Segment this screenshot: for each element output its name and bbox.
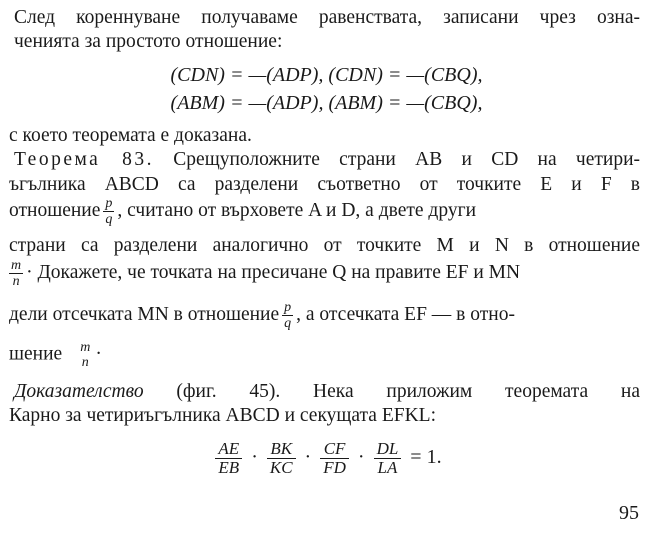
fraction-cf-fd: $\frac{CF}{FD}$: [320, 440, 349, 477]
fraction-m-over-n-2: m n: [80, 340, 91, 370]
fraction-m-over-n: $\frac{m}{n}$: [11, 258, 22, 289]
proof-line-2: Карно за четириъгълника ABCD и секущата EFKL:: [9, 405, 437, 426]
theorem-line-7: шение m n ·: [9, 340, 102, 370]
theorem-line-1: Теорема 83. Срещуположните страни AB и CD на четири-: [14, 149, 641, 170]
theorem-line-4: страни са разделени аналогично от точките M и N в отношение: [9, 235, 640, 256]
fraction-p-over-q-2: $\frac{p}{q}$: [284, 300, 292, 331]
proof-label: Доказателство: [14, 381, 144, 402]
theorem-line-2: ъгълника ABCD са разделени съответно от точките E и F в: [9, 174, 640, 195]
equation-line-2: (ABM) = —(ADP), (ABM) = —(CBQ),: [170, 92, 483, 114]
fraction-p-over-q: $\frac{p}{q}$: [105, 196, 113, 227]
proof-line-1: Доказателство (фиг. 45). Нека приложим теоремата на: [14, 381, 640, 402]
theorem-line-6: дели отсечката MN в отношение $\frac{p}{q}$ , а отсечката EF — в отно-: [9, 300, 515, 331]
theorem-line-5: $\frac{m}{n}$ · Докажете, че точката на пресичане Q на правите EF и MN: [11, 258, 521, 289]
theorem-label: Теорема 83.: [14, 149, 154, 170]
paragraph-line-2: ченията за простото отношение:: [14, 31, 283, 52]
fraction-ae-eb: $\frac{AE}{EB}$: [215, 440, 242, 477]
paragraph-line-1: След кореннуване получаваме равенствата, записани чрез озна-: [14, 7, 640, 28]
conclusion-line: с което теоремата е доказана.: [9, 125, 252, 146]
equation-line-1: (CDN) = —(ADP), (CDN) = —(CBQ),: [170, 64, 483, 86]
fraction-dl-la: $\frac{DL}{LA}$: [374, 440, 402, 477]
page-number: 95: [619, 502, 639, 524]
theorem-line-3: отношение $\frac{p}{q}$ , считано от върховете A и D, а двете други: [9, 196, 477, 227]
carnot-formula: $\frac{AE}{EB}$ · $\frac{BK}{KC}$ · $\frac{CF}{FD}$ · $\frac{DL}{LA}$ = 1.: [0, 440, 653, 477]
fraction-bk-kc: $\frac{BK}{KC}$: [267, 440, 296, 477]
